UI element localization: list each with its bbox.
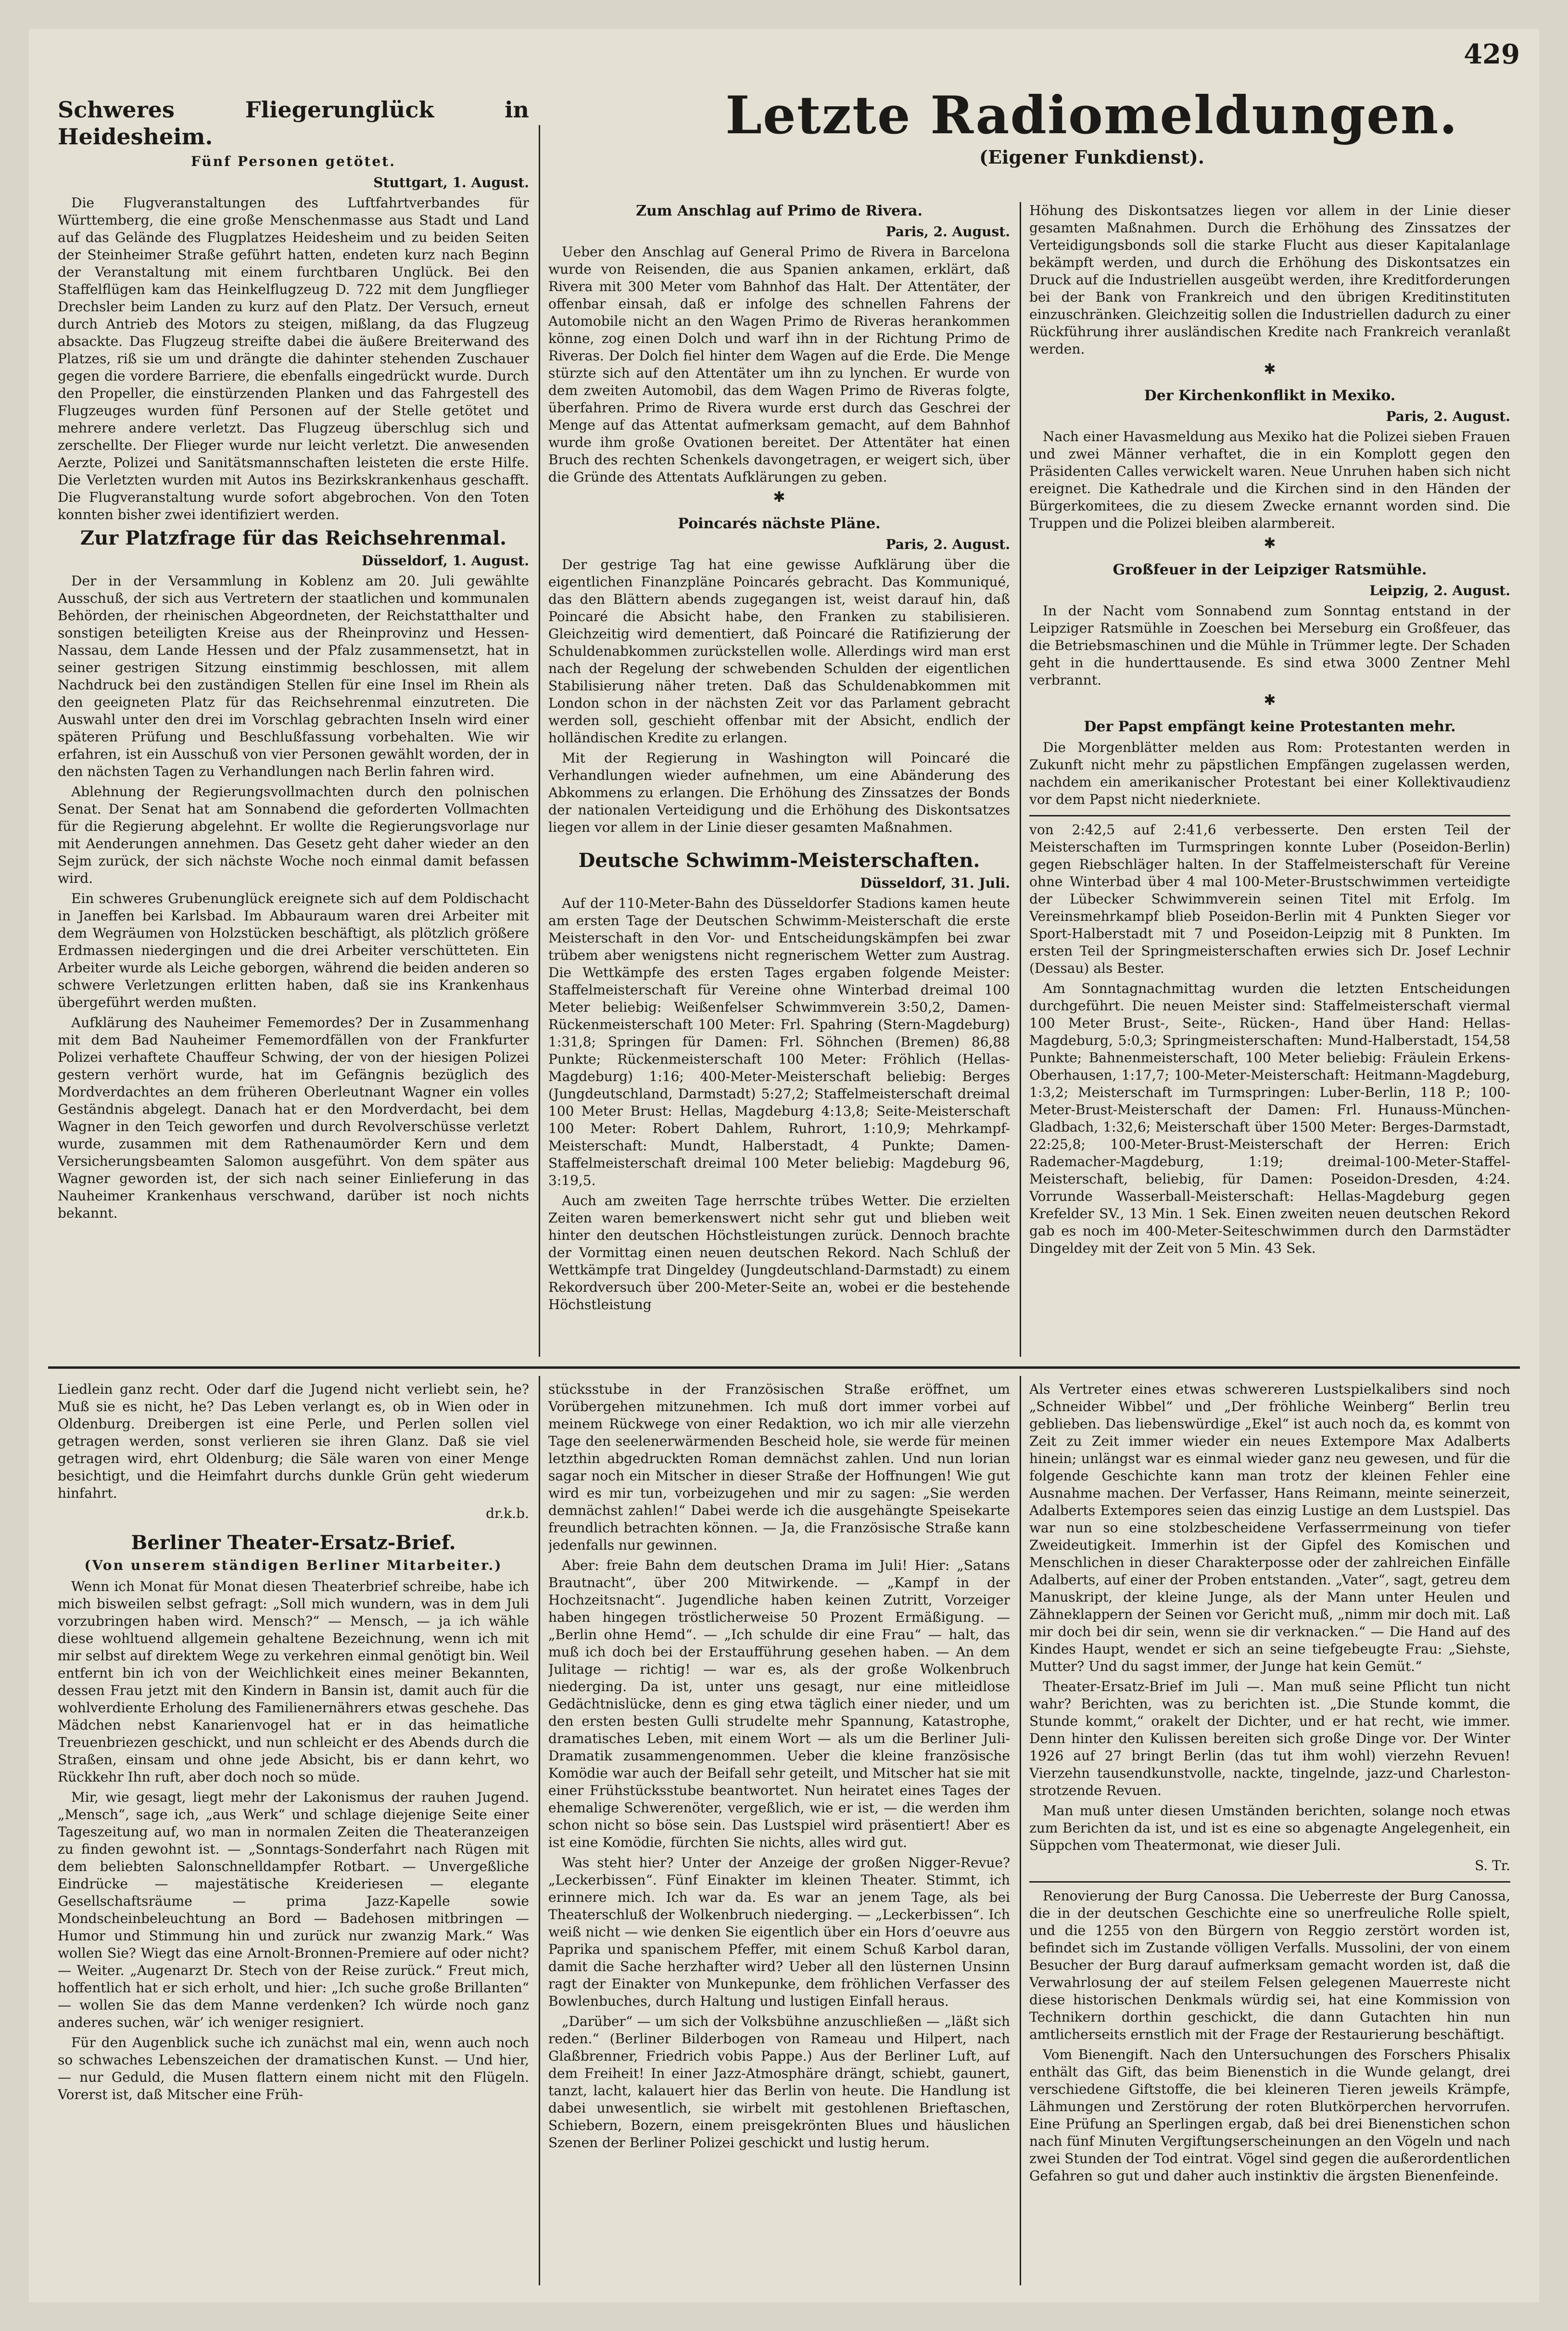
- article-text: Nach einer Havasmeldung aus Mexiko hat die Polizei sieben Frauen und zwei Männer verhaftet, die in ein Komplott gegen den Präsidenten Calles verwickelt waren. Neue Unruhen haben sich nicht ereignet. Die Kathedrale und die Kirchen sind in den Händen der Bürgerkomitees, die zu diesem Zwecke ernannt worden sind. Die Truppen und die Polizei bleiben alarmbereit.: [1029, 429, 1510, 531]
- article-text: Man muß unter diesen Umständen berichten, solange noch etwas zum Berichten da ist, und ist es eine so abgenagte Angelegenheit, ein Süppchen vom Theatermonat, wie dieser Juli.: [1029, 1803, 1510, 1853]
- article-text: Theater-Ersatz-Brief im Juli —. Man muß seine Pflicht tun nicht wahr? Berichten, was zu berichten ist. „Die Stunde kommt, die Stunde kommt,“ orakelt der Dichter, und er hat recht, wie immer. Denn hinter den Kulissen bereiten sich große Dinge vor. Der Winter 1926 auf 27 bringt Berlin (das tut ihm wohl) vierzehn Revuen! Vierzehn tausendkunstvolle, nackte, tingelnde, jazz-und Charleston-strotzende Revuen.: [1029, 1679, 1510, 1798]
- dateline-duesseldorf: Düsseldorf, 31. Juli.: [860, 875, 1010, 891]
- headline-reichsehrenmal: Zur Platzfrage für das Reichsehrenmal.: [80, 527, 507, 549]
- masthead-title: Letzte Radiomeldungen.: [725, 85, 1458, 146]
- column-divider: [1020, 202, 1021, 1357]
- column-divider: [539, 1376, 540, 2285]
- section-rule: [1029, 815, 1510, 816]
- column-divider: [1020, 1376, 1021, 2285]
- headline-poincare: Poincarés nächste Pläne.: [678, 515, 881, 532]
- article-text: Die Flugveranstaltungen des Luftfahrtverbandes für Württemberg, die eine große Menschenmasse aus Stadt und Land auf das Gelände des Flugplatzes Heidesheim und zu beiden Seiten der Steinheimer Straße geführt hatten, endeten kurz nach Beginn der Veranstaltung mit einem furchtbaren Unglück. Bei den Staffelflügen kam das Heinkelflugzeug D. 722 mit dem Jungflieger Drechsler beim Landen zu kurz auf den Platz. Der Versuch, erneut durch Antrieb des Motors zu steigen, mißlang, da das Flugzeug absackte. Das Flugzeug streifte dabei die äußere Breiterwand des Platzes, riß sie um und drängte die dahinter stehenden Zuschauer gegen die vordere Barriere, die ebenfalls eingedrückt wurde. Durch den Propeller, die einstürzenden Planken und das Fahrgestell des Flugzeuges wurden fünf Personen auf der Stelle getötet und mehrere andere verletzt. Das Flugzeug überschlug sich und zerschellte. Der Flieger wurde nur leicht verletzt. Die anwesenden Aerzte, Polizei und Sanitätsmannschaften leisteten die erste Hilfe. Die Verletzten wurden mit Autos ins Bezirkskrankenhaus geschafft. Die Flugveranstaltung wurde sofort abgebrochen. Von den Toten konnten bisher zwei identifiziert werden.: [58, 195, 529, 522]
- headline-theater-ersatz-brief: Berliner Theater-Ersatz-Brief.: [131, 1531, 456, 1554]
- article-text: Höhung des Diskontsatzes liegen vor allem in der Linie dieser gesamten Maßnahmen. Durch die Erhöhung des Zinssatzes der Verteidigungsbonds soll die starke Flucht aus dieser Kapitalanlage bekämpft werden, und durch die Erhöhung des Diskontsatzes ein Druck auf die Industriellen ausgeübt werden, ihre Kreditforderungen bei der Bank von Frankreich und den übrigen Kreditinstituten einzuschränken. Gleichzeitig sollen die Industriellen dadurch zu einer Rückführung ihrer ausländischen Kredite nach Frankreich veranlaßt werden.: [1029, 203, 1510, 357]
- subheadline-fliegerunglueck: Fünf Personen getötet.: [191, 153, 396, 169]
- article-text: Ein schweres Grubenunglück ereignete sich auf dem Poldischacht in Janeffen bei Karlsbad. Im Abbauraum waren drei Arbeiter mit dem Wegräumen von Holzstücken beschäftigt, als plötzlich größere Erdmassen niedergingen und die drei Arbeiter verschütteten. Ein Arbeiter wurde als Leiche geborgen, während die beiden anderen so schwere Verletzungen erlitten haben, daß sie ins Krankenhaus übergeführt werden mußten.: [58, 891, 529, 1010]
- separator-star: ✱: [1264, 692, 1276, 709]
- bottom-column-1: [58, 1381, 529, 2285]
- masthead: [693, 87, 1491, 168]
- article-text: Wenn ich Monat für Monat diesen Theaterbrief schreibe, habe ich mich bisweilen selbst gefragt: „Soll mich wundern, was in dem Juli vorzubringen haben wird. Mensch?“ — Mensch, — ja ich wähle diese wohltuend allgemein gehaltene Bezeichnung, wenn ich mit mir selbst auf direktem Wege zu verkehren einmal genötigt bin. Weil entfernt bin ich von der Weichlichkeit eines meiner Bekannten, dessen Frau jetzt mit den Kindern in Bansin ist, damit auch für die wohlverdiente Erholung des Familienernährers etwas geschehe. Das Mädchen nebst Kanarienvogel hat er in das heimatliche Treuenbriezen geschickt, und nun schleicht er des Abends durch die Straßen, einsam und ohne jede Absicht, bis er dann kehrt, wo Rückkehr Ihn ruft, aber doch noch so müde.: [58, 1579, 529, 1785]
- article-text: Am Sonntagnachmittag wurden die letzten Entscheidungen durchgeführt. Die neuen Meister sind: Staffelmeisterschaft viermal 100 Meter Brust-, Seite-, Rücken-, Hand über Hand: Hellas-Magdeburg, 5:0,3; Springmeisterschaften: Mund-Halberstadt, 154,58 Punkte; Bahnenmeisterschaft, 100 Meter beliebig: Fräulein Erkens-Oberhausen, 1:17,7; 100-Meter-Meisterschaft: Heitmann-Magdeburg, 1:3,2; Meisterschaft im Turmspringen: Luber-Berlin, 118 P.; 100-Meter-Brust-Meisterschaft der Damen: Frl. Hunauss-München-Gladbach, 1:32,6; Meisterschaft über 1500 Meter: Berges-Darmstadt, 22:25,8; 100-Meter-Brust-Meisterschaft der Herren: Erich Rademacher-Magdeburg, 1:19; dreimal-100-Meter-Staffel-Meisterschaft, beliebig, für Damen: Poseidon-Dresden, 4:24. Vorrunde Wasserball-Meisterschaft: Hellas-Magdeburg gegen Krefelder SV., 13 Min. 1 Sek. Einen zweiten neuen deutschen Rekord gab es noch im 400-Meter-Seiteschwimmen durch den Darmstädter Dingeldey mit der Zeit von 5 Min. 43 Sek.: [1029, 981, 1510, 1256]
- article-text: Vom Bienengift. Nach den Untersuchungen des Forschers Phisalix enthält das Gift, das beim Bienenstich in die Wunde gelangt, drei verschiedene Giftstoffe, die bei kleineren Tieren jeweils Krämpfe, Lähmungen und Zerstörung der roten Blutkörperchen hervorrufen. Eine Prüfung an Sperlingen ergab, daß bei drei Bienenstichen schon nach fünf Minuten Vergiftungserscheinungen an den Vögeln und nach zwei Stunden der Tod eintrat. Vögel sind gegen die außerordentlichen Gefahren so gut und daher auch instinktiv die ärgsten Bienenfeinde.: [1029, 2047, 1510, 2184]
- headline-schwimm-meisterschaften: Deutsche Schwimm-Meisterschaften.: [578, 849, 980, 872]
- article-text: Aber: freie Bahn dem deutschen Drama im Juli! Hier: „Satans Brautnacht“, über 200 Mitwirkende. — „Kampf in der Hochzeitsnacht“. Jugendliche haben keinen Zutritt, Vorzeiger haben hingegen tröstlicherweise 50 Prozent Ermäßigung. — „Berlin ohne Hemd“. — „Ich schulde dir eine Frau“ — halt, das muß ich doch bei der Erstaufführung gesehen haben. — An dem Julitage — richtig! — war es, als der große Wolkenbruch niederging. Da ist, unter uns gesagt, nur eine mitleidlose Gedächtnislücke, denn es ging etwa täglich einer nieder, und um den ersten besten Gulli strudelte mehr Spannung, Katastrophe, dramatisches Leben, mit einem Wort — als um die Berliner Juli-Dramatik zusammengenommen. Ueber die kleine französische Komödie war auch der Beifall sehr geteilt, und Mitscher hat sie mit einer Frühstücksstube beantwortet. Nun heiratet eines Tages der ehemalige Schwerenöter, vergeßlich, wie er ist, — die werden ihm schon nicht so böse sein. Das Lustspiel wird präsentiert! Aber es ist eine Komödie, fürchten Sie nichts, alles wird gut.: [548, 1557, 1010, 1850]
- dateline-paris: Paris, 2. August.: [885, 224, 1010, 240]
- article-text: Die Morgenblätter melden aus Rom: Protestanten werden in Zukunft nicht mehr zu päpstlichen Empfängen zugelassen werden, nachdem ein amerikanischer Protestant bei einer Kollektivaudienz vor dem Papst nicht niederkniete.: [1029, 739, 1510, 807]
- article-text: Mir, wie gesagt, liegt mehr der Lakonismus der rauhen Jugend. „Mensch“, sage ich, „aus Werk“ und schlage diejenige Seite einer Tageszeitung auf, wo man in normalen Zeiten die Theateranzeigen zu finden gewohnt ist. — „Sonntags-Sonderfahrt nach Rügen mit dem beliebten Salonschnelldampfer Rotbart. — Unvergeßliche Eindrücke — majestätische Kreideriesen — elegante Gesellschaftsräume — prima Jazz-Kapelle sowie Mondscheinbeleuchtung an Bord — Badehosen mitbringen — Humor und Stimmung hin und zurück nur zwanzig Mark.“ Was wollen Sie? Wiegt das eine Arnolt-Bronnen-Premiere auf oder nicht? — Weiter. „Augenarzt Dr. Stech von der Reise zurück.“ Freut mich, hoffentlich hat er sich erholt, und hier: „Ich suche große Brillanten“ — wollen Sie das dem Manne verdenken? Ich würde noch ganz anderes suchen, wär’ ich weniger resigniert.: [58, 1789, 529, 2030]
- article-text: Für den Augenblick suche ich zunächst mal ein, wenn auch noch so schwaches Lebenszeichen der dramatischen Kunst. — Und hier, — nur Geduld, die Musen flattern einem nicht mit den Flügeln. Vorerst ist, daß Mitscher eine Früh-: [58, 2035, 529, 2102]
- headline-papst: Der Papst empfängt keine Protestanten mehr.: [1084, 718, 1456, 735]
- article-text: Auch am zweiten Tage herrschte trübes Wetter. Die erzielten Zeiten waren bemerkenswert nicht sehr gut und blieben weit hinter den deutschen Höchstleistungen zurück. Dennoch brachte der Vormittag einen neuen deutschen Rekord. Nach Schluß der Wettkämpfe trat Dingeldey (Jungdeutschland-Darmstadt) zu einem Rekordversuch über 200-Meter-Seite an, wobei er die bestehende Höchstleistung: [548, 1193, 1010, 1312]
- article-text: In der Nacht vom Sonnabend zum Sonntag entstand in der Leipziger Ratsmühle in Zoeschen bei Merseburg ein Großfeuer, das die Betriebsmaschinen und die Mühle in Trümmer legte. Der Schaden geht in die hunderttausende. Es sind etwa 3000 Zentner Mehl verbrannt.: [1029, 603, 1510, 688]
- subheadline-theater: (Von unserem ständigen Berliner Mitarbeiter.): [84, 1557, 503, 1573]
- bottom-column-2: [548, 1381, 1010, 2285]
- article-text: Der gestrige Tag hat eine gewisse Aufklärung über die eigentlichen Finanzpläne Poincarés gebracht. Das Kommuniqué, das den Blättern abends zugegangen ist, weist darauf hin, daß Poincaré die Absicht habe, den Franken zu stabilisieren. Gleichzeitig wird dementiert, daß Poincaré die Ratifizierung der Schuldenabkommen zurückstellen wolle. Allerdings wird man erst nach der Regelung der schwebenden Schulden der eigentlichen Stabilisierung näher treten. Daß das Schuldenabkommen mit London schon in der nächsten Zeit vor das Parlament gebracht werden soll, geschieht offenbar mit der Absicht, endlich der holländischen Kredite zu erlangen.: [548, 557, 1010, 746]
- column-divider: [539, 125, 540, 1357]
- dateline-paris: Paris, 2. August.: [1386, 408, 1510, 424]
- article-text: Aufklärung des Nauheimer Fememordes? Der in Zusammenhang mit dem Bad Nauheimer Fememordfällen von der Frankfurter Polizei verhaftete Chauffeur Schwing, der von der hiesigen Polizei gestern verhört wurde, hat im Gefängnis bezüglich des Mordverdachtes an dem früheren Oberleutnant Wagner ein volles Geständnis abgelegt. Danach hat er den Mordverdacht, bei dem Wagner in den Teich geworfen und durch Revolverschüsse verletzt wurde, zusammen mit dem Rathenaumörder Kern und dem Versicherungsbeamten Salomon ausgeführt. Von dem später aus Wagner geworden ist, der sich nach seiner Einlieferung in das Nauheimer Krankenhaus verschwand, darüber ist noch nichts bekannt.: [58, 1015, 529, 1221]
- article-text: Der in der Versammlung in Koblenz am 20. Juli gewählte Ausschuß, der sich aus Vertretern der staatlichen und kommunalen Behörden, der rheinischen Abgeordneten, der Reichstatthalter und sonstigen beteiligten Kreise aus der Rheinprovinz und Hessen-Nassau, dem Lande Hessen und der Pfalz zusammensetzt, hat in seiner gestrigen Sitzung einstimmig beschlossen, mit allem Nachdruck bei den zuständigen Stellen für eine Insel im Rhein als den geeigneten Platz für das Reichsehrenmal einzutreten. Die Auswahl unter den drei im Vorschlag gebrachten Inseln wird einer späteren Prüfung und Beschlußfassung vorbehalten. Wie wir erfahren, ist ein Ausschuß von vier Personen gewählt worden, der in den nächsten Tagen zu Verhandlungen nach Berlin fahren wird.: [58, 573, 529, 779]
- signature: dr.k.b.: [486, 1505, 529, 1521]
- column-3: [1029, 202, 1510, 1357]
- bottom-column-3: [1029, 1381, 1510, 2285]
- article-text: Was steht hier? Unter der Anzeige der großen Nigger-Revue? „Leckerbissen“. Fünf Einakter im kleinen Theater. Stimmt, ich erinnere mich. Ich war da. Es war an jenem Tage, als bei Theaterschluß der Wolkenbruch niederging. — „Leckerbissen“. Ich weiß nicht — wie denken Sie eigentlich über ein Hors d’oeuvre aus Paprika und spanischem Pfeffer, mit einem Schuß Karbol daran, damit die Sache herzhafter wird? Ueber all den lüsternen Unsinn ragt der Einakter von Munkepunke, dem fröhlichen Verfasser des Bowlenbuches, durch Haltung und lustigen Einfall heraus.: [548, 1855, 1010, 2009]
- headline-primo-de-rivera: Zum Anschlag auf Primo de Rivera.: [636, 203, 923, 219]
- article-text: Mit der Regierung in Washington will Poincaré die Verhandlungen wieder aufnehmen, um eine Abänderung des Abkommens zu erlangen. Die Erhöhung des Zinssatzes der Bonds der nationalen Verteidigung und die Erhöhung des Diskontsatzes liegen vor allem in der Linie dieser gesamten Maßnahmen.: [548, 750, 1010, 835]
- article-text: Ablehnung der Regierungsvollmachten durch den polnischen Senat. Der Senat hat am Sonnabend die geforderten Vollmachten für die Regierung abgelehnt. Er wollte die Regierungsvorlage nur mit Aenderungen annehmen. Das Gesetz geht daher wieder an den Sejm zurück, der sich nächste Woche noch einmal damit befassen wird.: [58, 784, 529, 886]
- column-1: [58, 96, 529, 1357]
- section-rule: [1029, 1881, 1510, 1883]
- column-2: [548, 202, 1010, 1357]
- article-text: „Darüber“ — um sich der Volksbühne anzuschließen — „läßt sich reden.“ (Berliner Bilderbogen von Rameau und Hilpert, nach Glaßbrenner, Friedrich vobis Pappe.) Aus der Berliner Luft, auf dem Freiheit! In einer Jazz-Atmosphäre drängt, schiebt, gaunert, tanzt, lacht, kalauert hier das Berlin von heute. Die Handlung ist dabei unwesentlich, sie wirbelt mit gestohlenen Brieftaschen, Schiebern, Bozern, einem preisgekrönten Blues und häuslichen Szenen der Berliner Polizei geschickt und lustig herum.: [548, 2013, 1010, 2151]
- section-rule: [48, 1366, 1520, 1369]
- article-text: Liedlein ganz recht. Oder darf die Jugend nicht verliebt sein, he? Muß sie es nicht, he? Das Leben verlangt es, ob in Wien oder in Oldenburg. Dreibergen ist eine Perle, und Perlen sollen viel getragen werden, sonst verlieren sie ihren Glanz. Daß sie viel getragen wird, ehrt Oldenburg; die Säle waren von einer Menge besichtigt, und die Heimfahrt durchs dunkle Grün geht wiederum hinfahrt.: [58, 1381, 529, 1501]
- page-number: 429: [1464, 38, 1520, 70]
- signature: S. Tr.: [1475, 1858, 1510, 1873]
- article-text: stücksstube in der Französischen Straße eröffnet, um Vorübergehen mitzunehmen. Ich muß dort immer vorbei auf meinem Rückwege von einer Redaktion, wo ich mir alle vierzehn Tage den seelenerwärmenden Bescheid hole, sie werde für meinen letzthin abgedruckten Roman demnächst zahlen. Und nun lorian sagar noch ein Mitscher in dieser Straße der Hoffnungen! Wie gut wird es mir tun, vorbeizugehen und mir zu sagen: „Sie werden demnächst zahlen!“ Dabei werde ich die ausgehängte Speisekarte freundlich betrachten können. — Ja, die Französische Straße kann jedenfalls nur gewinnen.: [548, 1381, 1010, 1553]
- separator-star: ✱: [1264, 361, 1276, 378]
- dateline-stuttgart: Stuttgart, 1. August.: [373, 175, 529, 191]
- masthead-subtitle: (Eigener Funkdienst).: [979, 146, 1205, 168]
- article-text: Als Vertreter eines etwas schwereren Lustspielkalibers sind noch „Schneider Wibbel“ und „Der fröhliche Weinberg“ Berlin treu geblieben. Das liebenswürdige „Ekel“ ist auch noch da, es kommt von Zeit zu Zeit immer wieder ein neues Extempore Max Adalberts hinein; unlängst war es einmal wieder ganz neu gewesen, und für die folgende Geschichte kann man trotz der kleinen Fehler eine Ausnahme machen. Der Verfasser, Hans Reimann, meinte seinerzeit, Adalberts Extempores seien das einzig Lustige an dem Lustspiel. Das war nun so eine stolzbescheidene Verfasserrmeinung von tiefer Zweideutigkeit. Immerhin ist der Gipfel des Komischen und Menschlichen in dieser Charakterposse oder der zahlreichen Einfälle Adalberts, auf einer der Proben entstanden. „Vater“, sagt, getreu dem Manuskript, der kleine Junge, als der Mann unter Heulen und Zähneklappern der Seinen vor Gericht muß, „nimm mir doch mit. Laß mir doch bei dir sein, wenn sie dir verknacken.“ — Die Hand auf des Kindes Haupt, wendet er sich an seine tiefgebeugte Frau: „Siehste, Mutter? Und du sagst immer, der Junge hat kein Gemüt.“: [1029, 1381, 1510, 1674]
- dateline-duesseldorf: Düsseldorf, 1. August.: [362, 553, 529, 569]
- article-text: Renovierung der Burg Canossa. Die Ueberreste der Burg Canossa, die in der deutschen Geschichte eine so unerfreuliche Rolle spielt, und die 1255 von den Bürgern von Reggio zerstört worden ist, befindet sich im Zustande völligen Verfalls. Mussolini, der von einem Besucher der Burg darauf aufmerksam gemacht worden ist, daß die Verwahrlosung der auf steilem Felsen gelegenen Mauerreste nicht diese historischen Denkmals würdig sei, hat eine Kommission von Technikern dorthin geschickt, die dann Gutachten hin nun amtlicherseits ernstlich mit der Frage der Restaurierung beschäftigt.: [1029, 1888, 1510, 2042]
- separator-star: ✱: [773, 489, 785, 506]
- article-text: Ueber den Anschlag auf General Primo de Rivera in Barcelona wurde von Reisenden, die aus Spanien ankamen, erklärt, daß Rivera mit 300 Meter vom Bahnhof das Halt. Der Attentäter, der offenbar einsah, daß er infolge des schnellen Fahrens der Automobile nicht an den Wagen Primo de Riveras herankommen könne, zog einen Dolch und warf ihn in der Richtung Primo de Riveras. Der Dolch fiel hinter dem Wagen auf die Erde. Die Menge stürzte sich auf den Attentäter um ihn zu lynchen. Er wurde von dem zweiten Automobil, das dem Wagen Primo de Riveras folgte, überfahren. Primo de Rivera wurde erst durch das Geschrei der Menge auf das Attentat aufmerksam gemacht, auf dem Bahnhof wurde ihm große Ovationen bereitet. Der Attentäter hat einen Bruch des rechten Schenkels davongetragen, er weigert sich, über die Gründe des Attentats Aufklärungen zu geben.: [548, 244, 1010, 485]
- separator-star: ✱: [1264, 535, 1276, 552]
- dateline-leipzig: Leipzig, 2. August.: [1369, 583, 1510, 599]
- headline-grossfeuer: Großfeuer in der Leipziger Ratsmühle.: [1113, 561, 1427, 578]
- article-text: Auf der 110-Meter-Bahn des Düsseldorfer Stadions kamen heute am ersten Tage der Deutschen Schwimm-Meisterschaft die erste Meisterschaft in den Vor- und Entscheidungskämpfen bei zwar trübem aber wenigstens nicht regnerischem Wetter zum Austrag. Die Wettkämpfe des ersten Tages ergaben folgende Meister: Staffelmeisterschaft für Vereine ohne Winterbad dreimal 100 Meter beliebig: Weißenfelser Schwimmverein 3:50,2, Damen-Rückenmeisterschaft 100 Meter: Frl. Spahring (Stern-Magdeburg) 1:31,8; Springen für Damen: Frl. Söhnchen (Bremen) 86,88 Punkte; Rückenmeisterschaft 100 Meter: Fröhlich (Hellas-Magdeburg) 1:16; 400-Meter-Meisterschaft beliebig: Berges (Jungdeutschland, Darmstadt) 5:27,2; Staffelmeisterschaft dreimal 100 Meter Brust: Hellas, Magdeburg 4:13,8; Seite-Meisterschaft 100 Meter: Robert Dahlem, Ruhrort, 1:10,9; Mehrkampf-Meisterschaft: Mundt, Halberstadt, 4 Punkte; Damen-Staffelmeisterschaft dreimal 100 Meter beliebig: Magdeburg 96, 3:19,5.: [548, 895, 1010, 1188]
- dateline-paris: Paris, 2. August.: [885, 536, 1010, 552]
- article-text: von 2:42,5 auf 2:41,6 verbesserte. Den ersten Teil der Meisterschaften im Turmspringen konnte Luber (Poseidon-Berlin) gegen Riebschläger halten. In der Staffelmeisterschaft für Vereine ohne Winterbad über 4 mal 100-Meter-Brustschwimmen verteidigte der Lübecker Schwimmverein seinen Titel mit Erfolg. Im Vereinsmehrkampf blieb Poseidon-Berlin mit 4 Punkten Sieger vor Sport-Halberstadt mit 7 und Poseidon-Leipzig mit 8 Punkten. Im ersten Teil der Springmeisterschaften erwies sich Dr. Josef Lechnir (Dessau) als Bester.: [1029, 822, 1510, 976]
- newspaper-page: [29, 29, 1539, 2302]
- headline-fliegerunglueck: Schweres Fliegerunglück in Heidesheim.: [58, 97, 529, 150]
- headline-kirchenkonflikt: Der Kirchenkonflikt in Mexiko.: [1144, 387, 1396, 404]
